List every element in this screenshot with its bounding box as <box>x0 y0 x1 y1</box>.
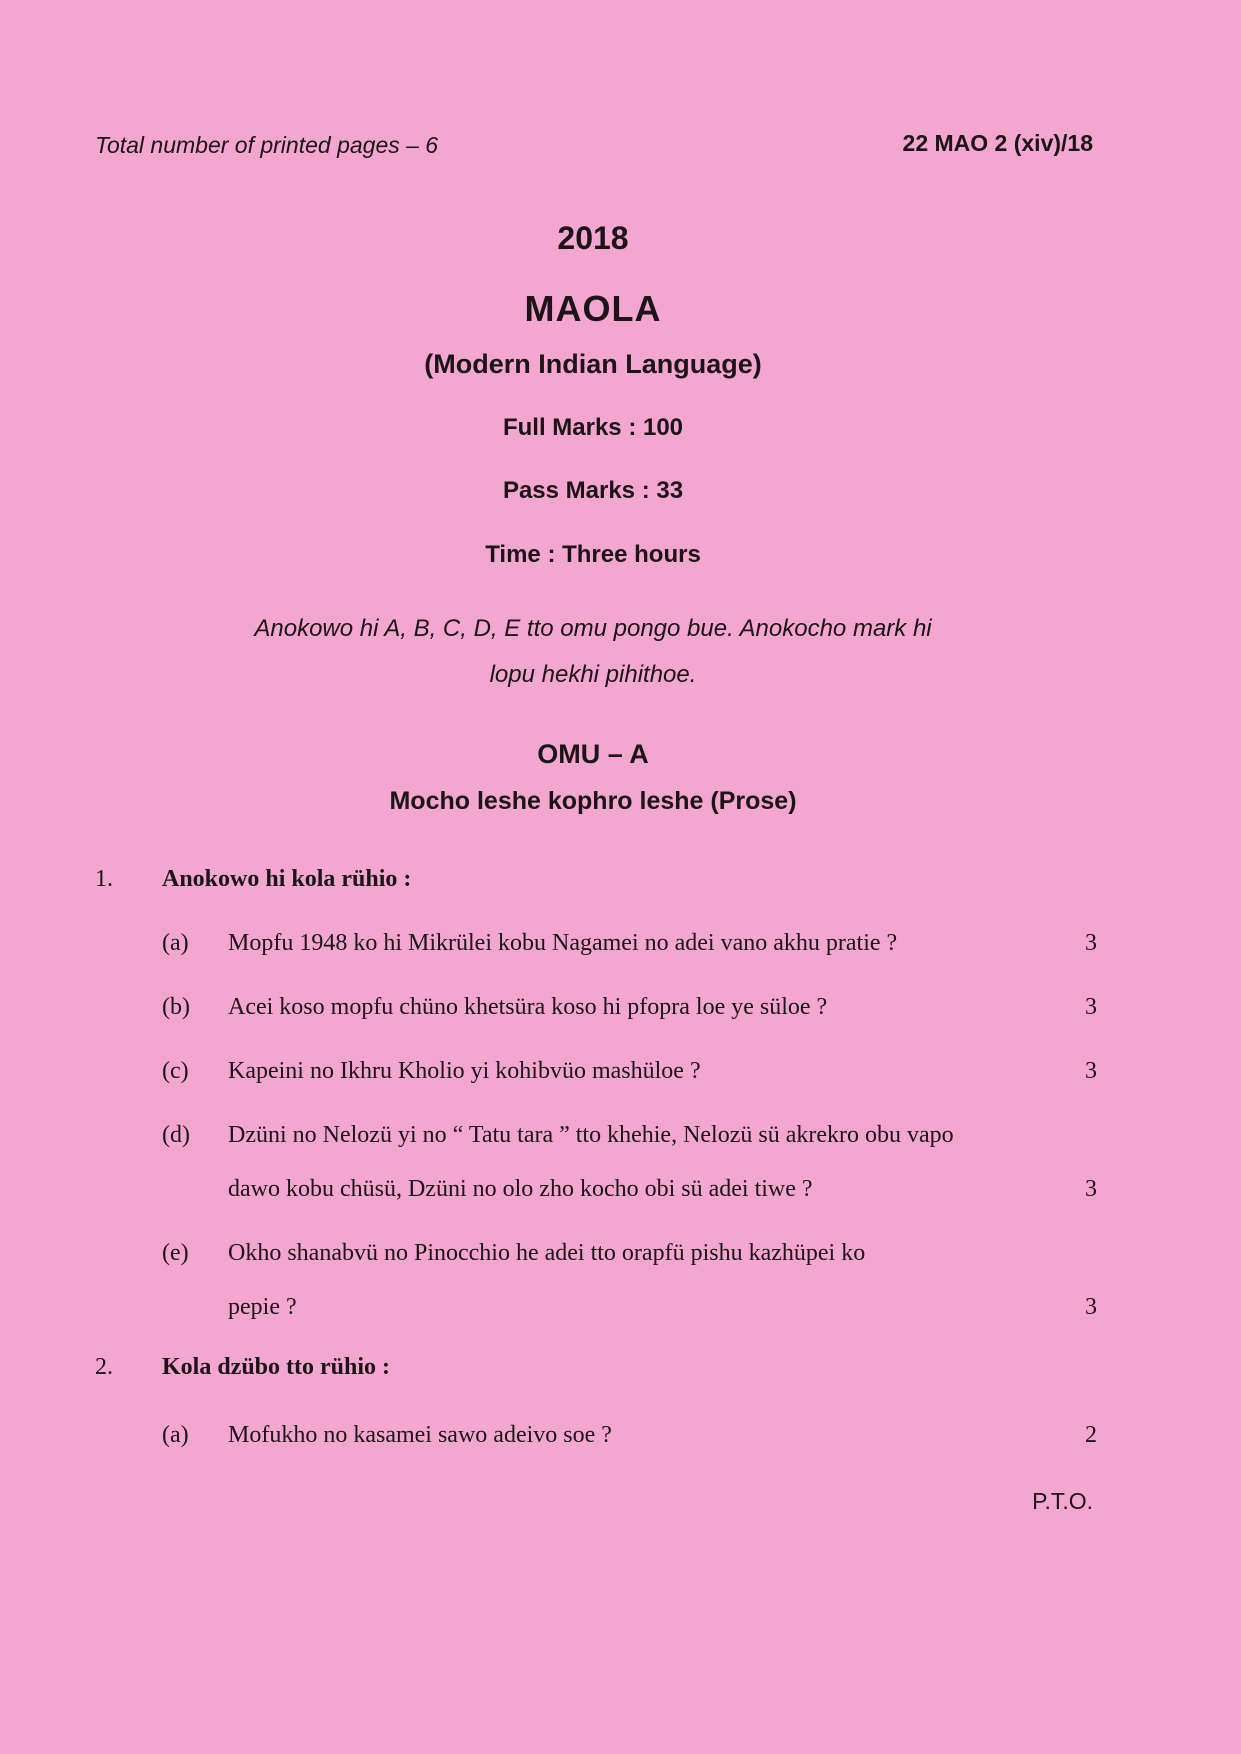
question-2-title: Kola dzübo tto rühio : <box>162 1354 391 1380</box>
sub-label: (a) <box>162 1422 189 1448</box>
sub-text: Kapeini no Ikhru Kholio yi kohibvüo mashüloe ? <box>228 1058 701 1084</box>
sub-text-line-2: pepie ? <box>228 1294 297 1320</box>
instructions-line-1: Anokowo hi A, B, C, D, E tto omu pongo bue. Anokocho mark hi <box>254 615 932 642</box>
question-1-number: 1. <box>95 866 113 892</box>
instructions-line-2: lopu hekhi pihithoe. <box>489 661 697 688</box>
question-2-number: 2. <box>95 1354 113 1380</box>
subject-subtitle: (Modern Indian Language) <box>424 349 762 379</box>
sub-label: (e) <box>162 1240 189 1266</box>
sub-text: Mopfu 1948 ko hi Mikrülei kobu Nagamei no adei vano akhu pratie ? <box>228 930 898 956</box>
please-turn-over: P.T.O. <box>1032 1488 1093 1514</box>
sub-text: Mofukho no kasamei sawo adeivo soe ? <box>228 1422 612 1448</box>
question-2a <box>162 1410 1097 1460</box>
total-pages-note: Total number of printed pages – 6 <box>95 132 439 158</box>
sub-text: Acei koso mopfu chüno khetsüra koso hi pfopra loe ye süloe ? <box>228 994 828 1020</box>
sub-mark: 2 <box>1085 1422 1097 1448</box>
question-1c <box>162 1046 1097 1096</box>
question-1e <box>162 1228 1097 1332</box>
exam-time: Time : Three hours <box>485 541 701 568</box>
sub-text-line-1: Okho shanabvü no Pinocchio he adei tto orapfü pishu kazhüpei ko <box>228 1240 866 1266</box>
question-1d <box>162 1110 1097 1214</box>
full-marks: Full Marks : 100 <box>502 414 684 441</box>
sub-mark: 3 <box>1085 1058 1097 1084</box>
pass-marks: Pass Marks : 33 <box>502 477 684 504</box>
sub-label: (a) <box>162 930 189 956</box>
paper-code: 22 MAO 2 (xiv)/18 <box>902 130 1093 156</box>
section-subheading: Mocho leshe kophro leshe (Prose) <box>389 787 797 815</box>
subject-title: MAOLA <box>524 288 662 329</box>
question-1-title: Anokowo hi kola rühio : <box>162 866 412 892</box>
sub-mark: 3 <box>1085 930 1097 956</box>
sub-text-line-2: dawo kobu chüsü, Dzüni no olo zho kocho obi sü adei tiwe ? <box>228 1176 813 1202</box>
sub-label: (c) <box>162 1058 189 1084</box>
sub-label: (b) <box>162 994 190 1020</box>
instructions <box>160 606 1026 698</box>
sub-text-line-1: Dzüni no Nelozü yi no “ Tatu tara ” tto khehie, Nelozü sü akrekro obu vapo <box>228 1122 954 1148</box>
question-1a <box>162 918 1097 968</box>
sub-mark: 3 <box>1085 1294 1097 1320</box>
section-heading: OMU – A <box>537 739 649 769</box>
exam-year: 2018 <box>557 220 629 256</box>
sub-mark: 3 <box>1085 994 1097 1020</box>
sub-label: (d) <box>162 1122 190 1148</box>
question-1b <box>162 982 1097 1032</box>
sub-mark: 3 <box>1085 1176 1097 1202</box>
